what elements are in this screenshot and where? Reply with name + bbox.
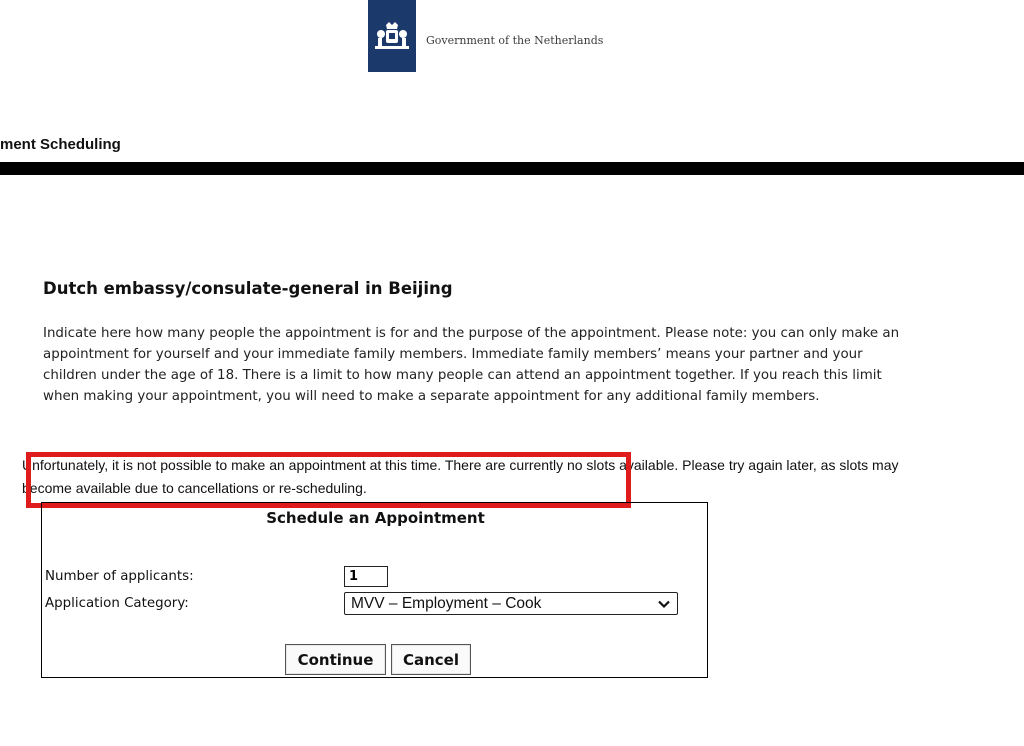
coat-of-arms-icon: [372, 21, 412, 51]
intro-text: Indicate here how many people the appointment is for and the purpose of the appointment. Please note: you can only make an appointment for yourself and your immediate family members. Immediate family members’ means your partner and your children under the age of 18. There is a limit to how many people can attend an appointment together. If you reach this limit when making your appointment, you will need to make a separate appointment for any additional family members.: [43, 326, 900, 404]
applicants-label: Number of applicants:: [45, 569, 194, 584]
form-title: Schedule an Appointment: [266, 509, 485, 527]
page-heading: Dutch embassy/consulate-general in Beijing: [43, 279, 453, 298]
appointment-form: [41, 502, 708, 678]
chevron-down-icon: [657, 597, 671, 611]
continue-button[interactable]: Continue: [285, 644, 386, 675]
cancel-button[interactable]: Cancel: [391, 644, 471, 675]
header-divider: [0, 162, 1024, 175]
app-title: ment Scheduling: [0, 136, 121, 153]
category-selected-value: MVV – Employment – Cook: [351, 594, 542, 612]
government-logo[interactable]: [368, 0, 416, 72]
category-label: Application Category:: [45, 596, 189, 611]
highlight-annotation: [26, 452, 631, 508]
no-slots-notice: Unfortunately, it is not possible to make an appointment at this time. There are currently no slots available. Please try again later, as slots may become available due to cancellations or re-scheduling.: [22, 457, 899, 496]
category-select[interactable]: [344, 592, 678, 615]
government-name: Government of the Netherlands: [426, 34, 604, 47]
applicants-input[interactable]: [344, 566, 388, 587]
